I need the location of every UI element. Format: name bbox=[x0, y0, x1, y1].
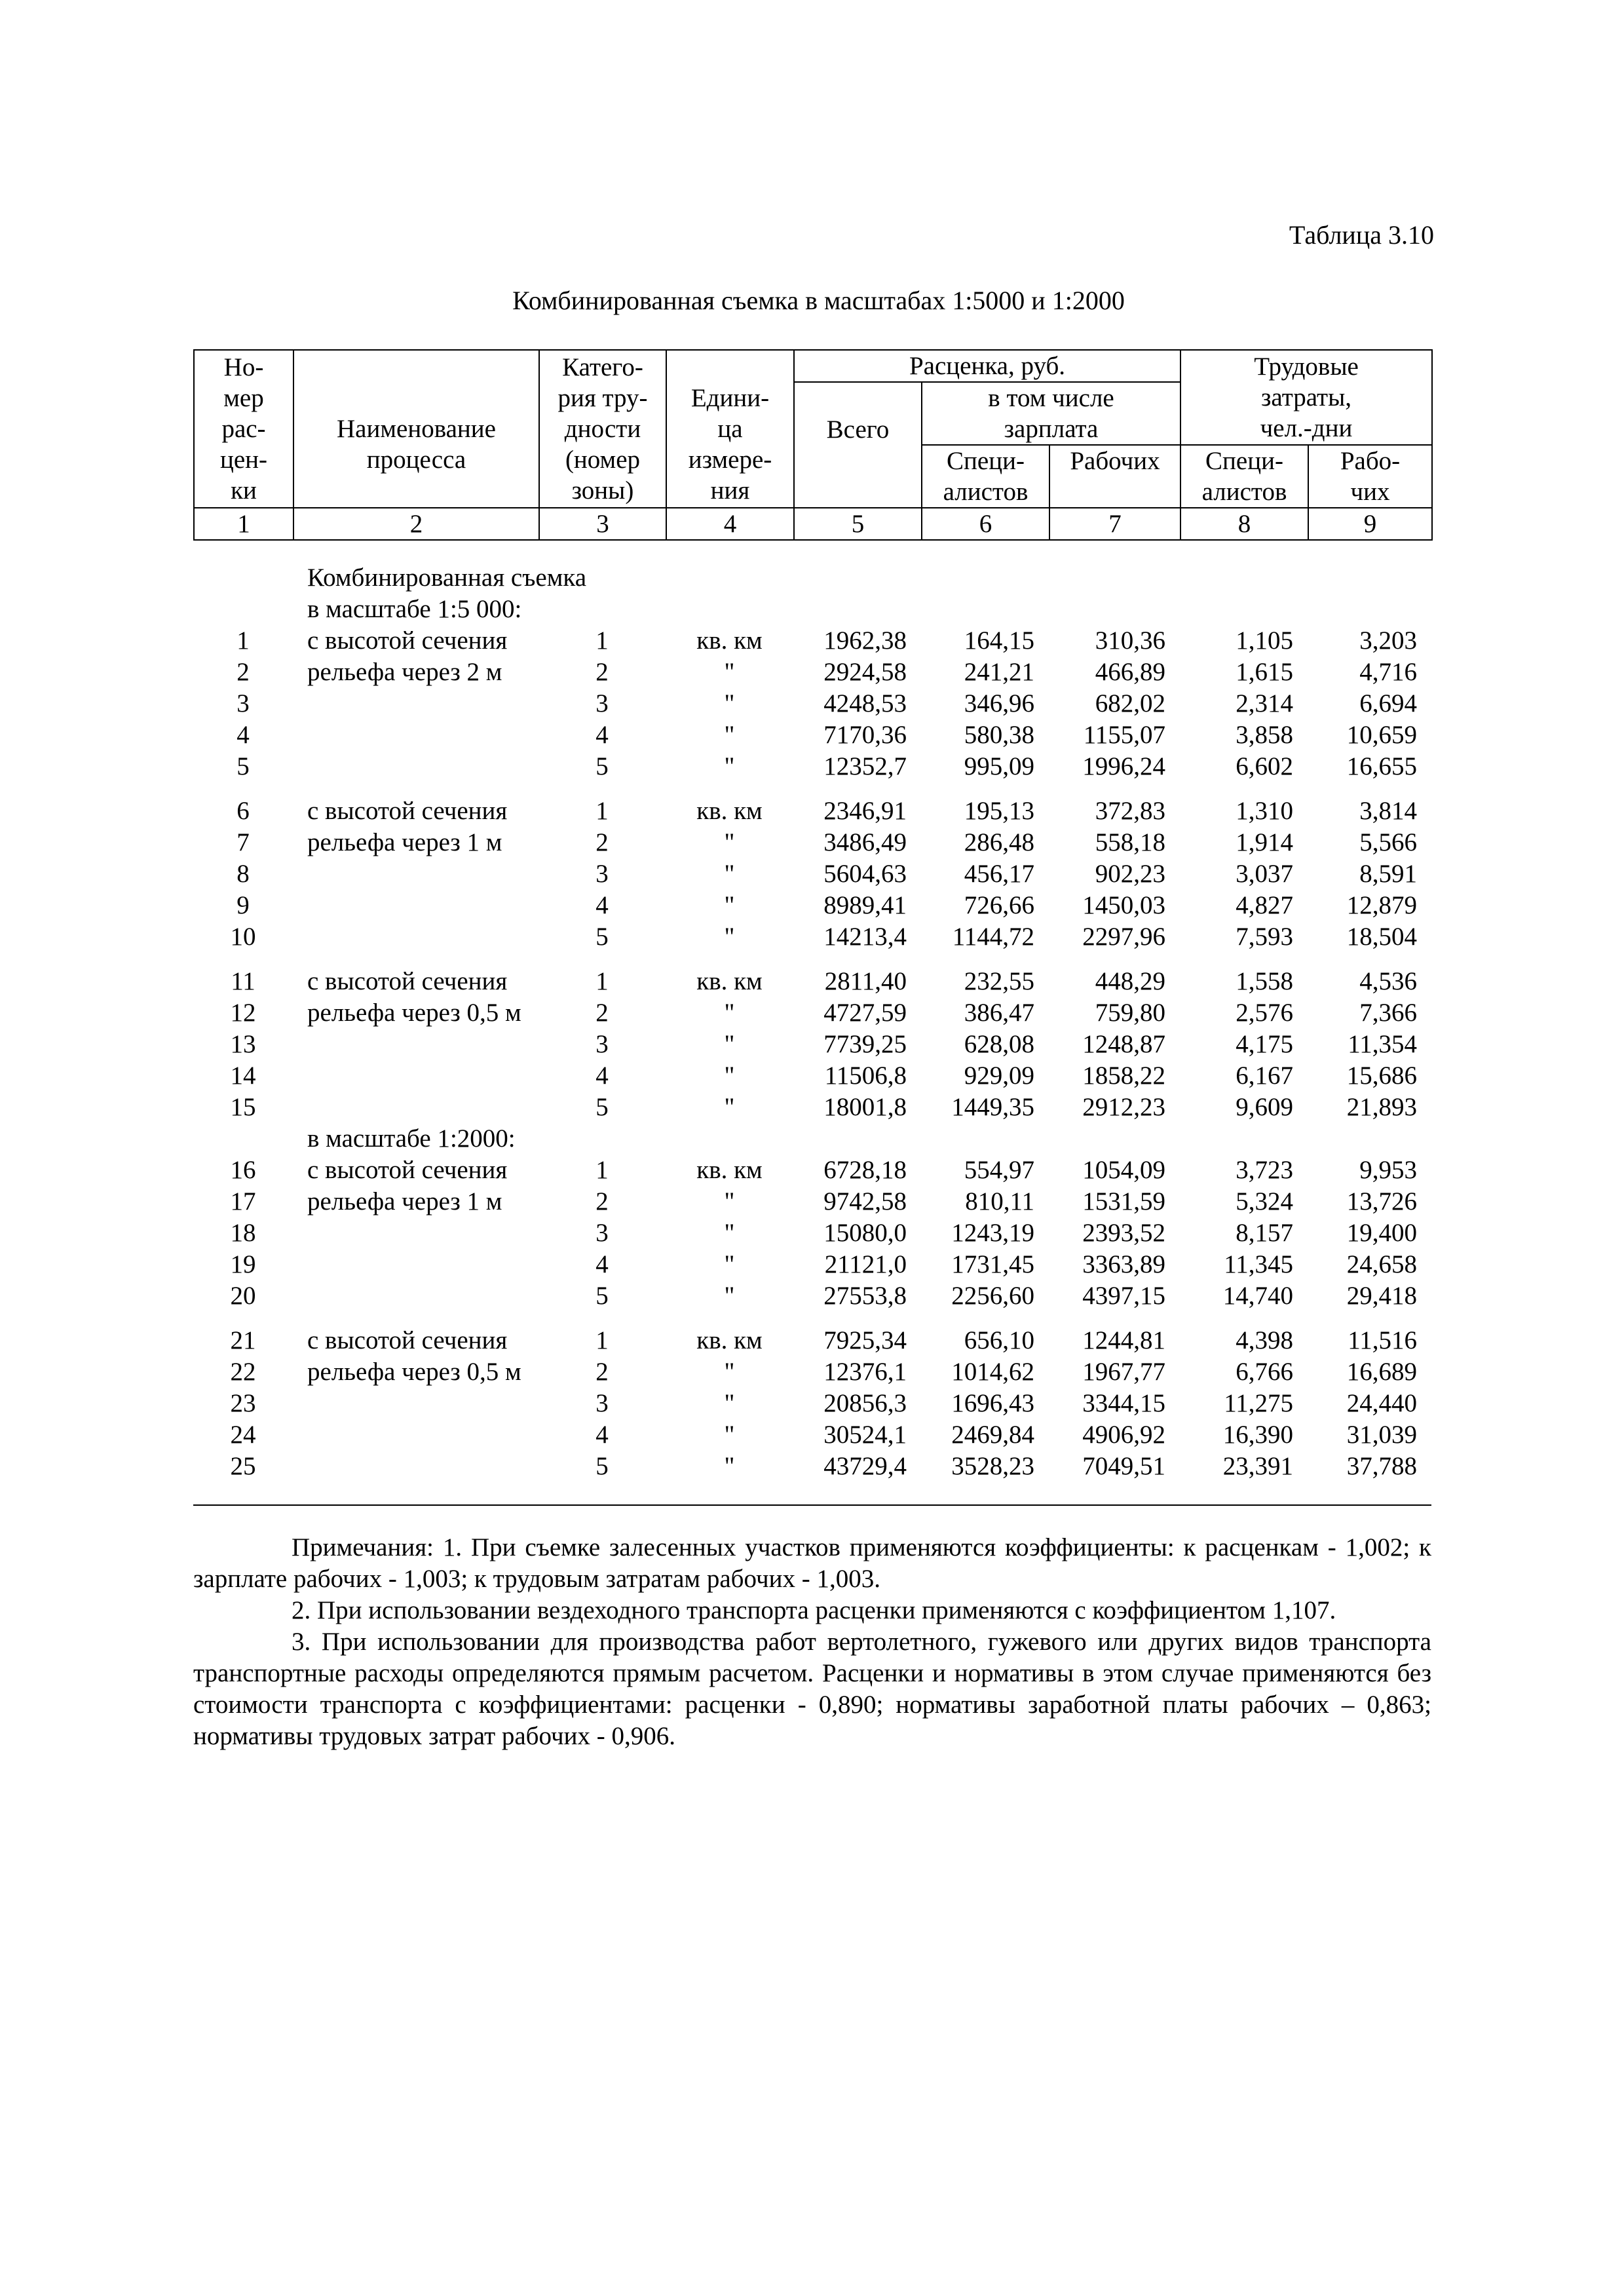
salary-workers: 1244,81 bbox=[1082, 1326, 1165, 1354]
salary-workers: 466,89 bbox=[1095, 658, 1165, 686]
price-total: 8989,41 bbox=[823, 891, 907, 919]
category: 5 bbox=[595, 752, 609, 780]
labor-specialists: 4,175 bbox=[1236, 1030, 1293, 1058]
labor-workers: 11,516 bbox=[1348, 1326, 1417, 1354]
rate-number: 2 bbox=[236, 658, 250, 686]
header-spec: Специ- алистов bbox=[922, 445, 1049, 508]
salary-workers: 1996,24 bbox=[1082, 752, 1165, 780]
salary-workers: 1531,59 bbox=[1082, 1187, 1165, 1215]
salary-workers: 902,23 bbox=[1095, 860, 1165, 888]
table-row bbox=[193, 625, 1431, 657]
process-name bbox=[293, 1388, 538, 1419]
unit: " bbox=[724, 1062, 735, 1090]
salary-specialists: 1696,43 bbox=[951, 1389, 1034, 1417]
group-gap bbox=[193, 953, 1431, 966]
salary-specialists: 810,11 bbox=[965, 1187, 1034, 1215]
section-heading-row bbox=[193, 562, 1431, 594]
salary-specialists: 2256,60 bbox=[951, 1282, 1034, 1310]
price-total: 3486,49 bbox=[823, 828, 907, 856]
unit: " bbox=[724, 828, 735, 856]
header-labor-workers: Рабо- чих bbox=[1308, 445, 1432, 508]
table-row bbox=[193, 921, 1431, 953]
process-name: с высотой сечения bbox=[307, 626, 508, 655]
salary-workers: 448,29 bbox=[1095, 967, 1165, 995]
labor-workers: 10,659 bbox=[1346, 721, 1417, 749]
table-row bbox=[193, 1217, 1431, 1249]
price-total: 4727,59 bbox=[823, 999, 907, 1027]
labor-specialists: 3,037 bbox=[1236, 860, 1293, 888]
price-total: 27553,8 bbox=[823, 1282, 907, 1310]
labor-specialists: 3,723 bbox=[1236, 1156, 1293, 1184]
rate-number: 10 bbox=[230, 923, 256, 951]
table-row bbox=[193, 1092, 1431, 1123]
rate-number: 21 bbox=[230, 1326, 256, 1354]
category: 3 bbox=[595, 1030, 609, 1058]
salary-workers: 3344,15 bbox=[1082, 1389, 1165, 1417]
category: 2 bbox=[595, 1358, 609, 1386]
unit: " bbox=[724, 752, 735, 780]
labor-workers: 7,366 bbox=[1359, 999, 1417, 1027]
process-name: рельефа через 0,5 м bbox=[307, 999, 521, 1027]
table-row bbox=[193, 1060, 1431, 1092]
labor-workers: 19,400 bbox=[1346, 1219, 1417, 1247]
unit: " bbox=[724, 1093, 735, 1121]
labor-workers: 4,716 bbox=[1359, 658, 1417, 686]
header-labor-group: Трудовые затраты, чел.-дни bbox=[1180, 350, 1432, 445]
section-heading-row bbox=[193, 594, 1431, 625]
price-total: 18001,8 bbox=[823, 1093, 907, 1121]
rate-number: 17 bbox=[230, 1187, 256, 1215]
labor-specialists: 6,602 bbox=[1236, 752, 1293, 780]
salary-specialists: 386,47 bbox=[964, 999, 1034, 1027]
process-name: с высотой сечения bbox=[307, 967, 508, 995]
process-name bbox=[293, 1419, 538, 1451]
header-number-row: 1 2 3 4 5 6 7 8 9 bbox=[194, 508, 1432, 540]
labor-specialists: 1,310 bbox=[1236, 797, 1293, 825]
labor-workers: 6,694 bbox=[1359, 689, 1417, 718]
header-price-group: Расценка, руб. bbox=[794, 350, 1180, 382]
category: 1 bbox=[595, 1156, 609, 1184]
price-total: 7170,36 bbox=[823, 721, 907, 749]
rate-number: 14 bbox=[230, 1062, 256, 1090]
salary-specialists: 628,08 bbox=[964, 1030, 1034, 1058]
unit: " bbox=[724, 1250, 735, 1278]
labor-specialists: 1,615 bbox=[1236, 658, 1293, 686]
rate-number: 16 bbox=[230, 1156, 256, 1184]
salary-specialists: 232,55 bbox=[964, 967, 1034, 995]
category: 5 bbox=[595, 923, 609, 951]
process-name: с высотой сечения bbox=[307, 1156, 508, 1184]
salary-specialists: 726,66 bbox=[964, 891, 1034, 919]
group-gap bbox=[193, 782, 1431, 795]
salary-workers: 1054,09 bbox=[1082, 1156, 1165, 1184]
process-name bbox=[293, 751, 538, 782]
salary-workers: 759,80 bbox=[1095, 999, 1165, 1027]
rate-number: 4 bbox=[236, 721, 250, 749]
rate-number: 15 bbox=[230, 1093, 256, 1121]
price-total: 12352,7 bbox=[823, 752, 907, 780]
labor-workers: 12,879 bbox=[1346, 891, 1417, 919]
labor-workers: 3,814 bbox=[1359, 797, 1417, 825]
rate-number: 5 bbox=[236, 752, 250, 780]
category: 4 bbox=[595, 1062, 609, 1090]
rate-number: 12 bbox=[230, 999, 256, 1027]
labor-specialists: 11,345 bbox=[1224, 1250, 1293, 1278]
note-2: 2. При использовании вездеходного транспорта расценки применяются с коэффициентом 1,107. bbox=[292, 1596, 1336, 1624]
section-heading: Комбинированная съемка bbox=[307, 564, 587, 592]
category: 1 bbox=[595, 1326, 609, 1354]
table-row bbox=[193, 1280, 1431, 1312]
process-name: рельефа через 1 м bbox=[307, 1187, 502, 1215]
labor-specialists: 2,314 bbox=[1236, 689, 1293, 718]
price-total: 2346,91 bbox=[823, 797, 907, 825]
table-row bbox=[193, 1419, 1431, 1451]
rate-number: 6 bbox=[236, 797, 250, 825]
labor-workers: 29,418 bbox=[1346, 1282, 1417, 1310]
salary-workers: 2912,23 bbox=[1082, 1093, 1165, 1121]
process-name bbox=[293, 719, 538, 751]
salary-specialists: 1014,62 bbox=[951, 1358, 1034, 1386]
unit: " bbox=[724, 1282, 735, 1310]
table-row bbox=[193, 1451, 1431, 1482]
unit: " bbox=[724, 999, 735, 1027]
salary-workers: 372,83 bbox=[1095, 797, 1165, 825]
table-row bbox=[193, 795, 1431, 827]
price-total: 15080,0 bbox=[823, 1219, 907, 1247]
process-name bbox=[293, 921, 538, 953]
labor-specialists: 8,157 bbox=[1236, 1219, 1293, 1247]
price-total: 2924,58 bbox=[823, 658, 907, 686]
price-total: 1962,38 bbox=[823, 626, 907, 655]
table-row bbox=[193, 1325, 1431, 1356]
labor-workers: 4,536 bbox=[1359, 967, 1417, 995]
process-name bbox=[293, 1280, 538, 1312]
unit: " bbox=[724, 1358, 735, 1386]
rate-number: 24 bbox=[230, 1421, 256, 1449]
table-bottom-rule bbox=[193, 1504, 1431, 1506]
table-row bbox=[193, 966, 1431, 997]
category: 2 bbox=[595, 658, 609, 686]
salary-workers: 7049,51 bbox=[1082, 1452, 1165, 1480]
rate-number: 3 bbox=[236, 689, 250, 718]
labor-workers: 31,039 bbox=[1346, 1421, 1417, 1449]
rate-number: 19 bbox=[230, 1250, 256, 1278]
price-total: 7925,34 bbox=[823, 1326, 907, 1354]
process-name bbox=[293, 858, 538, 890]
salary-specialists: 1449,35 bbox=[951, 1093, 1034, 1121]
labor-workers: 9,953 bbox=[1359, 1156, 1417, 1184]
table-row bbox=[193, 657, 1431, 688]
price-total: 12376,1 bbox=[823, 1358, 907, 1386]
labor-specialists: 6,167 bbox=[1236, 1062, 1293, 1090]
table-row bbox=[193, 688, 1431, 719]
price-total: 6728,18 bbox=[823, 1156, 907, 1184]
salary-specialists: 1731,45 bbox=[951, 1250, 1034, 1278]
labor-specialists: 16,390 bbox=[1222, 1421, 1293, 1449]
category: 3 bbox=[595, 860, 609, 888]
rate-number: 23 bbox=[230, 1389, 256, 1417]
rate-number: 18 bbox=[230, 1219, 256, 1247]
table-row bbox=[193, 1155, 1431, 1186]
category: 4 bbox=[595, 1421, 609, 1449]
salary-specialists: 995,09 bbox=[964, 752, 1034, 780]
rate-number: 22 bbox=[230, 1358, 256, 1386]
salary-specialists: 2469,84 bbox=[951, 1421, 1034, 1449]
price-total: 30524,1 bbox=[823, 1421, 907, 1449]
category: 2 bbox=[595, 999, 609, 1027]
salary-specialists: 164,15 bbox=[964, 626, 1034, 655]
labor-workers: 13,726 bbox=[1346, 1187, 1417, 1215]
price-total: 2811,40 bbox=[824, 967, 907, 995]
table-row bbox=[193, 719, 1431, 751]
labor-specialists: 1,558 bbox=[1236, 967, 1293, 995]
category: 1 bbox=[595, 626, 609, 655]
rate-number: 20 bbox=[230, 1282, 256, 1310]
process-name: рельефа через 1 м bbox=[307, 828, 502, 856]
salary-workers: 1155,07 bbox=[1083, 721, 1165, 749]
note-3: 3. При использовании для производства работ вертолетного, гужевого или других видов транспорта транспортные расходы определяются прямым расчетом. Расценки и нормативы в этом случае применяются без стоимости транспорта с коэффициентами: расценки - 0,890; нормативы заработной платы рабочих – 0,863; нормативы трудовых затрат рабочих - 0,906. bbox=[193, 1628, 1431, 1750]
category: 5 bbox=[595, 1282, 609, 1310]
salary-workers: 310,36 bbox=[1095, 626, 1165, 655]
process-name bbox=[293, 688, 538, 719]
labor-workers: 15,686 bbox=[1346, 1062, 1417, 1090]
unit: " bbox=[724, 721, 735, 749]
labor-specialists: 14,740 bbox=[1222, 1282, 1293, 1310]
salary-workers: 1248,87 bbox=[1082, 1030, 1165, 1058]
price-total: 20856,3 bbox=[823, 1389, 907, 1417]
labor-specialists: 4,398 bbox=[1236, 1326, 1293, 1354]
unit: " bbox=[724, 658, 735, 686]
labor-workers: 8,591 bbox=[1359, 860, 1417, 888]
labor-workers: 24,440 bbox=[1346, 1389, 1417, 1417]
unit: кв. км bbox=[696, 1156, 763, 1184]
unit: кв. км bbox=[696, 1326, 763, 1354]
unit: " bbox=[724, 1187, 735, 1215]
salary-workers: 1858,22 bbox=[1082, 1062, 1165, 1090]
salary-workers: 2297,96 bbox=[1082, 923, 1165, 951]
labor-specialists: 6,766 bbox=[1236, 1358, 1293, 1386]
salary-specialists: 195,13 bbox=[964, 797, 1034, 825]
header-total: Всего bbox=[794, 382, 922, 508]
salary-specialists: 554,97 bbox=[964, 1156, 1034, 1184]
header-col-process: Наименование процесса bbox=[293, 350, 539, 508]
salary-specialists: 346,96 bbox=[964, 689, 1034, 718]
price-total: 43729,4 bbox=[823, 1452, 907, 1480]
category: 4 bbox=[595, 1250, 609, 1278]
table-row bbox=[193, 1249, 1431, 1280]
process-name: рельефа через 0,5 м bbox=[307, 1358, 521, 1386]
salary-specialists: 580,38 bbox=[964, 721, 1034, 749]
labor-specialists: 3,858 bbox=[1236, 721, 1293, 749]
category: 1 bbox=[595, 967, 609, 995]
labor-specialists: 7,593 bbox=[1236, 923, 1293, 951]
table-row bbox=[193, 1356, 1431, 1388]
price-total: 7739,25 bbox=[823, 1030, 907, 1058]
price-total: 4248,53 bbox=[823, 689, 907, 718]
header-col-number: Но- мер рас- цен- ки bbox=[194, 350, 293, 508]
category: 3 bbox=[595, 1389, 609, 1417]
process-name bbox=[293, 1451, 538, 1482]
labor-workers: 18,504 bbox=[1346, 923, 1417, 951]
table-row bbox=[193, 890, 1431, 921]
category: 1 bbox=[595, 797, 609, 825]
unit: " bbox=[724, 1452, 735, 1480]
process-name: с высотой сечения bbox=[307, 797, 508, 825]
labor-workers: 37,788 bbox=[1346, 1452, 1417, 1480]
rate-number: 9 bbox=[236, 891, 250, 919]
category: 2 bbox=[595, 828, 609, 856]
salary-workers: 2393,52 bbox=[1082, 1219, 1165, 1247]
process-name: с высотой сечения bbox=[307, 1326, 508, 1354]
table-header bbox=[193, 349, 1433, 541]
category: 5 bbox=[595, 1452, 609, 1480]
table-body bbox=[193, 562, 1431, 1482]
salary-workers: 3363,89 bbox=[1082, 1250, 1165, 1278]
unit: кв. км bbox=[696, 626, 763, 655]
salary-specialists: 929,09 bbox=[964, 1062, 1034, 1090]
rate-number: 1 bbox=[236, 626, 250, 655]
salary-specialists: 456,17 bbox=[964, 860, 1034, 888]
labor-specialists: 5,324 bbox=[1236, 1187, 1293, 1215]
labor-workers: 24,658 bbox=[1346, 1250, 1417, 1278]
process-name bbox=[293, 1092, 538, 1123]
table-row bbox=[193, 858, 1431, 890]
labor-specialists: 2,576 bbox=[1236, 999, 1293, 1027]
labor-workers: 16,689 bbox=[1346, 1358, 1417, 1386]
price-total: 14213,4 bbox=[823, 923, 907, 951]
process-name bbox=[293, 1060, 538, 1092]
process-name bbox=[293, 890, 538, 921]
salary-specialists: 656,10 bbox=[964, 1326, 1034, 1354]
unit: " bbox=[724, 1219, 735, 1247]
salary-workers: 1967,77 bbox=[1082, 1358, 1165, 1386]
labor-specialists: 4,827 bbox=[1236, 891, 1293, 919]
table-row bbox=[193, 1186, 1431, 1217]
labor-workers: 16,655 bbox=[1346, 752, 1417, 780]
category: 2 bbox=[595, 1187, 609, 1215]
unit: " bbox=[724, 891, 735, 919]
labor-specialists: 11,275 bbox=[1224, 1389, 1293, 1417]
table-number: Таблица 3.10 bbox=[1289, 220, 1434, 250]
header-col-unit: Едини- ца измере- ния bbox=[666, 350, 794, 508]
labor-specialists: 23,391 bbox=[1222, 1452, 1293, 1480]
unit: кв. км bbox=[696, 967, 763, 995]
section-heading-row bbox=[193, 1123, 1431, 1155]
table-row bbox=[193, 827, 1431, 858]
salary-workers: 4906,92 bbox=[1082, 1421, 1165, 1449]
price-total: 21121,0 bbox=[824, 1250, 907, 1278]
labor-workers: 3,203 bbox=[1359, 626, 1417, 655]
category: 4 bbox=[595, 721, 609, 749]
unit: " bbox=[724, 689, 735, 718]
unit: кв. км bbox=[696, 797, 763, 825]
labor-specialists: 9,609 bbox=[1236, 1093, 1293, 1121]
section-heading: в масштабе 1:5 000: bbox=[307, 595, 522, 623]
process-name bbox=[293, 1249, 538, 1280]
category: 3 bbox=[595, 689, 609, 718]
process-name bbox=[293, 1029, 538, 1060]
price-total: 5604,63 bbox=[823, 860, 907, 888]
rate-number: 11 bbox=[231, 967, 255, 995]
unit: " bbox=[724, 1389, 735, 1417]
notes bbox=[193, 1532, 1431, 1752]
section-heading: в масштабе 1:2000: bbox=[307, 1124, 516, 1153]
note-1: Примечания: 1. При съемке залесенных участков применяются коэффициенты: к расценкам - 1,002; к зарплате рабочих - 1,003; к трудовым затратам рабочих - 1,003. bbox=[193, 1533, 1431, 1593]
rate-number: 25 bbox=[230, 1452, 256, 1480]
process-name: рельефа через 2 м bbox=[307, 658, 502, 686]
unit: " bbox=[724, 923, 735, 951]
unit: " bbox=[724, 1421, 735, 1449]
header-col-category: Катего- рия тру- дности (номер зоны) bbox=[539, 350, 666, 508]
rate-number: 13 bbox=[230, 1030, 256, 1058]
labor-workers: 5,566 bbox=[1359, 828, 1417, 856]
category: 5 bbox=[595, 1093, 609, 1121]
unit: " bbox=[724, 860, 735, 888]
labor-workers: 21,893 bbox=[1346, 1093, 1417, 1121]
table-row bbox=[193, 1388, 1431, 1419]
process-name bbox=[293, 1217, 538, 1249]
salary-workers: 682,02 bbox=[1095, 689, 1165, 718]
salary-specialists: 3528,23 bbox=[951, 1452, 1034, 1480]
category: 4 bbox=[595, 891, 609, 919]
rate-number: 7 bbox=[236, 828, 250, 856]
labor-workers: 11,354 bbox=[1348, 1030, 1417, 1058]
rate-number: 8 bbox=[236, 860, 250, 888]
header-incl-salary: в том числе зарплата bbox=[922, 382, 1180, 445]
salary-specialists: 1144,72 bbox=[952, 923, 1034, 951]
table-row bbox=[193, 997, 1431, 1029]
table-row bbox=[193, 751, 1431, 782]
salary-workers: 1450,03 bbox=[1082, 891, 1165, 919]
table-row bbox=[193, 1029, 1431, 1060]
table-title: Комбинированная съемка в масштабах 1:5000 и 1:2000 bbox=[512, 286, 1125, 315]
salary-workers: 4397,15 bbox=[1082, 1282, 1165, 1310]
header-workers: Рабочих bbox=[1049, 445, 1180, 508]
salary-specialists: 1243,19 bbox=[951, 1219, 1034, 1247]
labor-specialists: 1,914 bbox=[1236, 828, 1293, 856]
group-gap bbox=[193, 1312, 1431, 1325]
salary-specialists: 241,21 bbox=[964, 658, 1034, 686]
price-total: 11506,8 bbox=[824, 1062, 907, 1090]
price-total: 9742,58 bbox=[823, 1187, 907, 1215]
unit: " bbox=[724, 1030, 735, 1058]
salary-workers: 558,18 bbox=[1095, 828, 1165, 856]
header-labor-spec: Специ- алистов bbox=[1180, 445, 1308, 508]
salary-specialists: 286,48 bbox=[964, 828, 1034, 856]
category: 3 bbox=[595, 1219, 609, 1247]
labor-specialists: 1,105 bbox=[1236, 626, 1293, 655]
